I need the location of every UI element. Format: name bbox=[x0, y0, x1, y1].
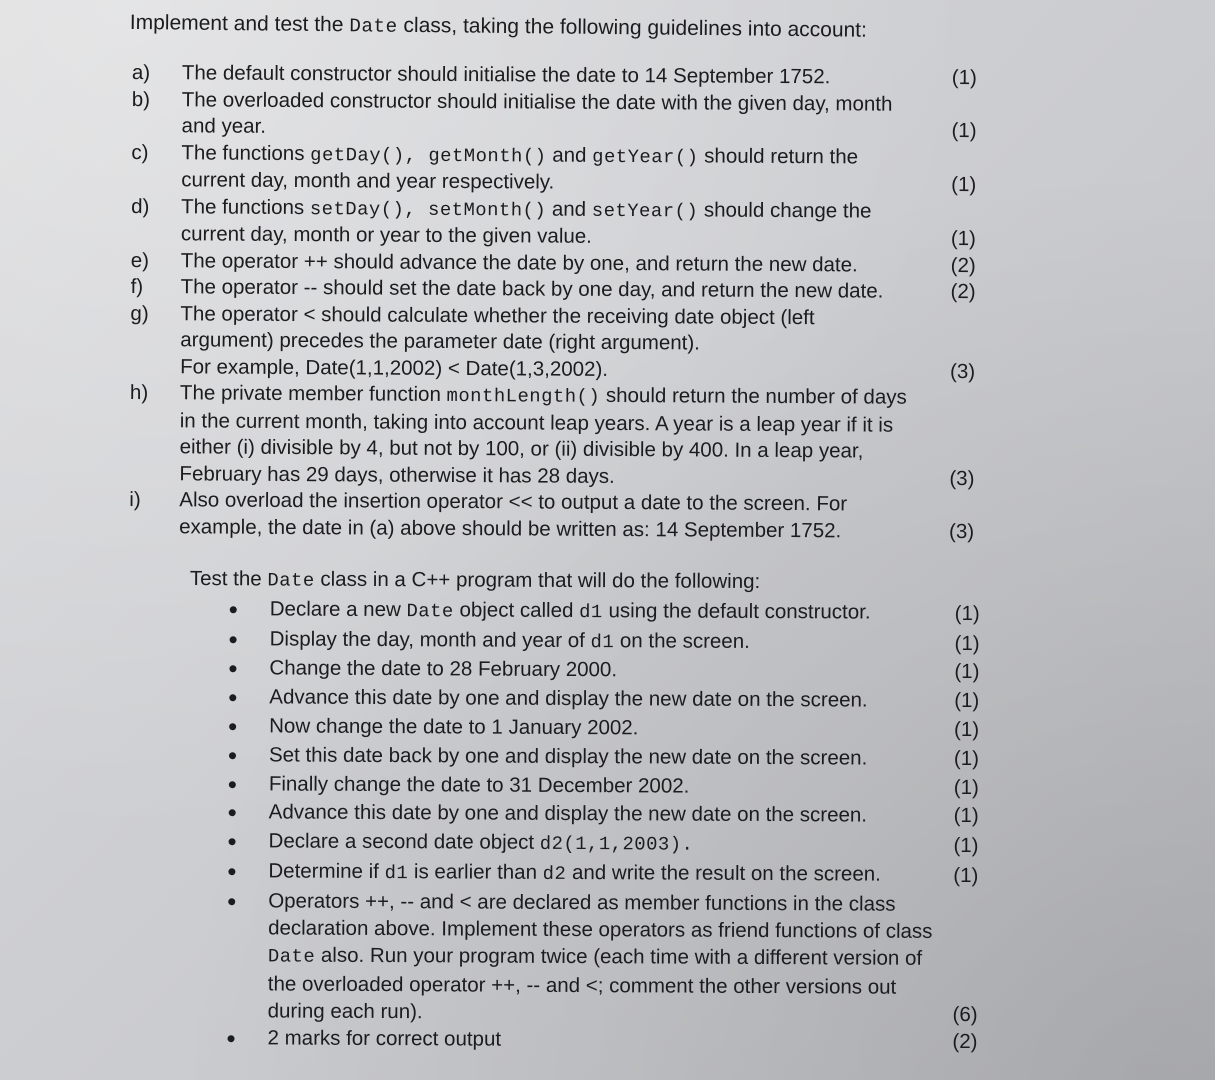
task-text: Determine if bbox=[268, 859, 385, 883]
test-task-item bbox=[188, 887, 979, 1028]
item-text: and bbox=[546, 197, 592, 221]
item-letter: i) bbox=[129, 487, 141, 512]
item-marks: (2) bbox=[950, 280, 976, 304]
item-text: current day, month or year to the given value. bbox=[180, 222, 592, 248]
task-marks: (1) bbox=[954, 689, 980, 713]
item-code: setDay(), setMonth() bbox=[309, 197, 547, 222]
test-task-list bbox=[187, 595, 979, 1057]
task-text: Declare a second date object bbox=[268, 829, 540, 855]
item-letter: h) bbox=[129, 380, 149, 405]
task-marks: (1) bbox=[954, 601, 980, 625]
task-text: also. Run your program twice (each time with a different version of the overloaded operator ++, -- and <; comment the other versions out during each run). bbox=[267, 943, 923, 1023]
task-code: d2(1,1,2003). bbox=[539, 833, 694, 856]
item-text: The functions bbox=[181, 194, 310, 219]
bullet-icon bbox=[230, 636, 237, 643]
item-code: monthLength() bbox=[446, 384, 601, 408]
task-marks: (2) bbox=[952, 1029, 978, 1053]
bullet-icon bbox=[229, 666, 236, 673]
guidelines-list bbox=[129, 60, 977, 545]
item-text: current day, month and year respectively. bbox=[181, 168, 555, 194]
test-intro-before: Test the bbox=[189, 567, 268, 591]
assignment-intro bbox=[130, 8, 867, 47]
item-marks: (1) bbox=[951, 66, 977, 90]
test-task-item bbox=[189, 654, 979, 687]
test-task-item bbox=[190, 595, 980, 629]
task-marks: (1) bbox=[953, 834, 979, 858]
item-text: should change the bbox=[698, 197, 872, 223]
task-code: d2 bbox=[542, 862, 567, 885]
task-marks: (6) bbox=[952, 1002, 978, 1026]
test-intro-after: class in a C++ program that will do the following: bbox=[314, 567, 761, 593]
item-marks: (3) bbox=[949, 359, 976, 383]
bullet-icon bbox=[228, 868, 235, 875]
item-marks: (2) bbox=[950, 253, 976, 277]
task-text: Operators ++, -- and < are declared as member functions in the class declaration above. Implement these operators as friend functions of class bbox=[268, 889, 933, 943]
test-task-item bbox=[189, 798, 979, 831]
task-text: Now change the date to 1 January 2002. bbox=[269, 714, 639, 740]
item-text: The overloaded constructor should initialise the date with the given day, month bbox=[181, 87, 893, 116]
test-intro bbox=[190, 565, 980, 599]
task-marks: (1) bbox=[953, 804, 979, 828]
item-text: should return the bbox=[698, 143, 859, 168]
item-letter: f) bbox=[130, 274, 144, 299]
intro-class-name: Date bbox=[349, 15, 398, 38]
guideline-item-b bbox=[132, 86, 977, 144]
item-marks: (1) bbox=[951, 173, 977, 197]
item-text: example, the date in (a) above should be written as: 14 September 1752. bbox=[179, 514, 842, 542]
bullet-icon bbox=[229, 752, 236, 759]
task-text: Declare a new bbox=[269, 597, 407, 621]
test-task-item bbox=[187, 1024, 977, 1057]
task-text: Display the day, month and year of bbox=[269, 627, 591, 652]
task-text: using the default constructor. bbox=[602, 598, 871, 624]
guideline-item-c bbox=[131, 139, 976, 198]
test-task-item bbox=[188, 857, 978, 891]
item-marks: (1) bbox=[951, 119, 977, 143]
bullet-icon bbox=[228, 1035, 235, 1042]
test-task-item bbox=[189, 741, 979, 774]
item-text: The operator -- should set the date back by one day, and return the new date. bbox=[180, 275, 884, 303]
task-marks: (1) bbox=[954, 717, 980, 742]
item-text: should return the number of days bbox=[600, 383, 907, 409]
task-marks: (1) bbox=[954, 631, 980, 655]
item-marks: (3) bbox=[949, 519, 975, 543]
guideline-item-d bbox=[131, 193, 976, 252]
guideline-item-i bbox=[129, 487, 974, 545]
bullet-icon bbox=[229, 838, 236, 845]
bullet-icon bbox=[229, 810, 236, 817]
task-marks: (1) bbox=[953, 863, 979, 888]
task-code: d1 bbox=[590, 630, 615, 653]
item-text: Also overload the insertion operator << to output a date to the screen. For bbox=[179, 488, 848, 516]
item-text: The operator < should calculate whether the receiving date object (left bbox=[180, 301, 815, 329]
task-marks: (1) bbox=[953, 746, 980, 770]
item-text: The operator ++ should advance the date by one, and return the new date. bbox=[180, 248, 858, 276]
item-marks: (3) bbox=[949, 466, 975, 490]
bullet-icon bbox=[229, 694, 236, 701]
task-code: d1 bbox=[384, 861, 409, 885]
task-text: Advance this date by one and display the new date on the screen. bbox=[268, 800, 868, 827]
task-text: on the screen. bbox=[614, 628, 750, 653]
task-text: is earlier than bbox=[408, 860, 543, 884]
task-text: Set this date back by one and display the new date on the screen. bbox=[268, 743, 868, 770]
test-class-name: Date bbox=[267, 569, 315, 592]
item-letter: b) bbox=[131, 87, 151, 111]
task-code: Date bbox=[267, 945, 316, 968]
task-marks: (1) bbox=[953, 775, 979, 799]
item-code: getYear() bbox=[592, 145, 699, 168]
bullet-icon bbox=[228, 898, 235, 905]
test-task-item bbox=[190, 625, 980, 659]
item-letter: g) bbox=[130, 301, 149, 325]
guideline-item-h bbox=[129, 380, 975, 492]
intro-text-after: class, taking the following guidelines into account: bbox=[397, 13, 868, 42]
item-text: The functions bbox=[181, 140, 311, 165]
item-code: getDay(), getMonth() bbox=[310, 143, 547, 168]
test-task-item bbox=[189, 683, 979, 716]
bullet-icon bbox=[230, 606, 237, 613]
guideline-item-g bbox=[130, 300, 975, 385]
item-letter: e) bbox=[130, 248, 150, 272]
task-code: Date bbox=[406, 599, 454, 623]
item-text: February has 29 days, otherwise it has 28 days. bbox=[179, 461, 615, 488]
test-task-item bbox=[189, 712, 979, 745]
item-text: For example, Date(1,1,2002) < Date(1,3,2002). bbox=[180, 354, 609, 381]
item-code: setYear() bbox=[591, 199, 699, 222]
item-letter: a) bbox=[131, 60, 151, 85]
intro-text-before: Implement and test the bbox=[129, 10, 350, 37]
task-text: and write the result on the screen. bbox=[566, 860, 881, 886]
item-text: The private member function bbox=[179, 381, 447, 406]
item-text: in the current month, taking into account leap years. A year is a leap year if it is bbox=[179, 408, 894, 437]
item-text: argument) precedes the parameter date (right argument). bbox=[180, 328, 700, 355]
test-task-item bbox=[189, 770, 979, 803]
item-text: and bbox=[546, 143, 593, 167]
task-text: 2 marks for correct output bbox=[267, 1026, 502, 1051]
item-letter: d) bbox=[131, 194, 150, 218]
task-marks: (1) bbox=[954, 660, 980, 684]
task-text: Finally change the date to 31 December 2002. bbox=[268, 771, 690, 798]
item-text: The default constructor should initialise the date to 14 September 1752. bbox=[181, 61, 831, 89]
task-text: object called bbox=[453, 598, 580, 622]
item-marks: (1) bbox=[950, 227, 976, 251]
item-text: and year. bbox=[181, 114, 267, 138]
task-text: Advance this date by one and display the new date on the screen. bbox=[269, 685, 868, 712]
item-letter: c) bbox=[131, 140, 149, 164]
task-text: Change the date to 28 February 2000. bbox=[269, 656, 618, 682]
test-section bbox=[187, 565, 980, 1057]
test-task-item bbox=[188, 827, 978, 861]
task-code: d1 bbox=[579, 600, 603, 623]
bullet-icon bbox=[229, 723, 236, 730]
bullet-icon bbox=[229, 781, 236, 788]
item-text: either (i) divisible by 4, but not by 100, or (ii) divisible by 400. In a leap year, bbox=[179, 435, 864, 463]
